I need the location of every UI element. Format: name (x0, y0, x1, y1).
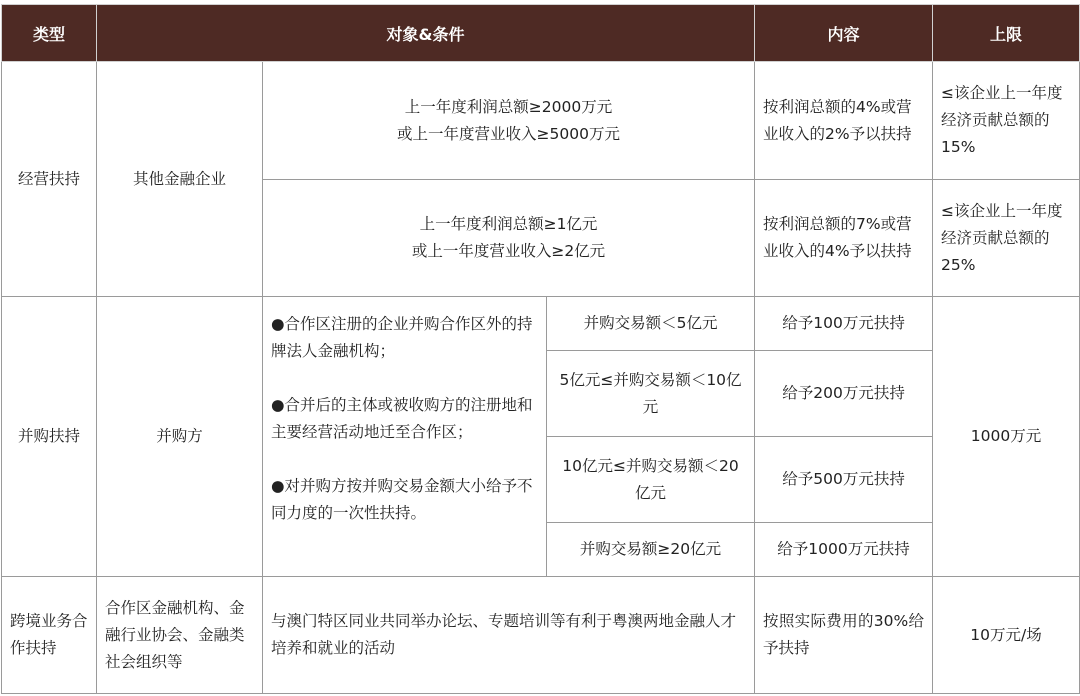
cell-limit-merger: 1000万元 (933, 297, 1080, 577)
header-type: 类型 (2, 5, 97, 62)
cell-merger-range-3: 10亿元≤并购交易额＜20亿元 (547, 437, 755, 523)
cell-condition-cross-border: 与澳门特区同业共同举办论坛、专题培训等有利于粤澳两地金融人才培养和就业的活动 (263, 577, 755, 694)
merger-condition-item: ●合作区注册的企业并购合作区外的持牌法人金融机构； (271, 315, 533, 360)
cell-condition-tier-2 (263, 180, 755, 297)
policy-table (1, 4, 1080, 694)
cell-condition-tier-1 (263, 62, 755, 180)
header-limit: 上限 (933, 5, 1080, 62)
condition-line: 上一年度利润总额≥1亿元 (419, 215, 598, 233)
header-content: 内容 (755, 5, 933, 62)
cell-merger-range-4: 并购交易额≥20亿元 (547, 523, 755, 577)
cell-type-operation: 经营扶持 (2, 62, 97, 297)
cell-object-other-finance: 其他金融企业 (97, 62, 263, 297)
cell-content-tier-1: 按利润总额的4%或营业收入的2%予以扶持 (755, 62, 933, 180)
cell-merger-content-4: 给予1000万元扶持 (755, 523, 933, 577)
cell-merger-range-1: 并购交易额＜5亿元 (547, 297, 755, 351)
cell-type-merger: 并购扶持 (2, 297, 97, 577)
cell-merger-range-2: 5亿元≤并购交易额＜10亿元 (547, 351, 755, 437)
header-row (2, 5, 1080, 62)
cell-merger-content-1: 给予100万元扶持 (755, 297, 933, 351)
cell-merger-conditions (263, 297, 547, 577)
cell-object-acquirer: 并购方 (97, 297, 263, 577)
table-row-operation-a (2, 62, 1080, 180)
cell-merger-content-2: 给予200万元扶持 (755, 351, 933, 437)
table-row-cross-border (2, 577, 1080, 694)
merger-condition-item: ●对并购方按并购交易金额大小给予不同力度的一次性扶持。 (271, 477, 533, 522)
cell-content-cross-border: 按照实际费用的30%给予扶持 (755, 577, 933, 694)
cell-object-institutions: 合作区金融机构、金融行业协会、金融类社会组织等 (97, 577, 263, 694)
cell-limit-tier-2: ≤该企业上一年度经济贡献总额的25% (933, 180, 1080, 297)
cell-content-tier-2: 按利润总额的7%或营业收入的4%予以扶持 (755, 180, 933, 297)
cell-merger-content-3: 给予500万元扶持 (755, 437, 933, 523)
table-row-merger-1 (2, 297, 1080, 351)
cell-limit-tier-1: ≤该企业上一年度经济贡献总额的15% (933, 62, 1080, 180)
condition-line: 或上一年度营业收入≥2亿元 (411, 242, 606, 260)
cell-limit-cross-border: 10万元/场 (933, 577, 1080, 694)
cell-type-cross-border: 跨境业务合作扶持 (2, 577, 97, 694)
merger-condition-item: ●合并后的主体或被收购方的注册地和主要经营活动地迁至合作区； (271, 396, 533, 441)
condition-line: 或上一年度营业收入≥5000万元 (397, 124, 620, 143)
header-object-condition: 对象&条件 (97, 5, 755, 62)
condition-line: 上一年度利润总额≥2000万元 (404, 97, 613, 116)
